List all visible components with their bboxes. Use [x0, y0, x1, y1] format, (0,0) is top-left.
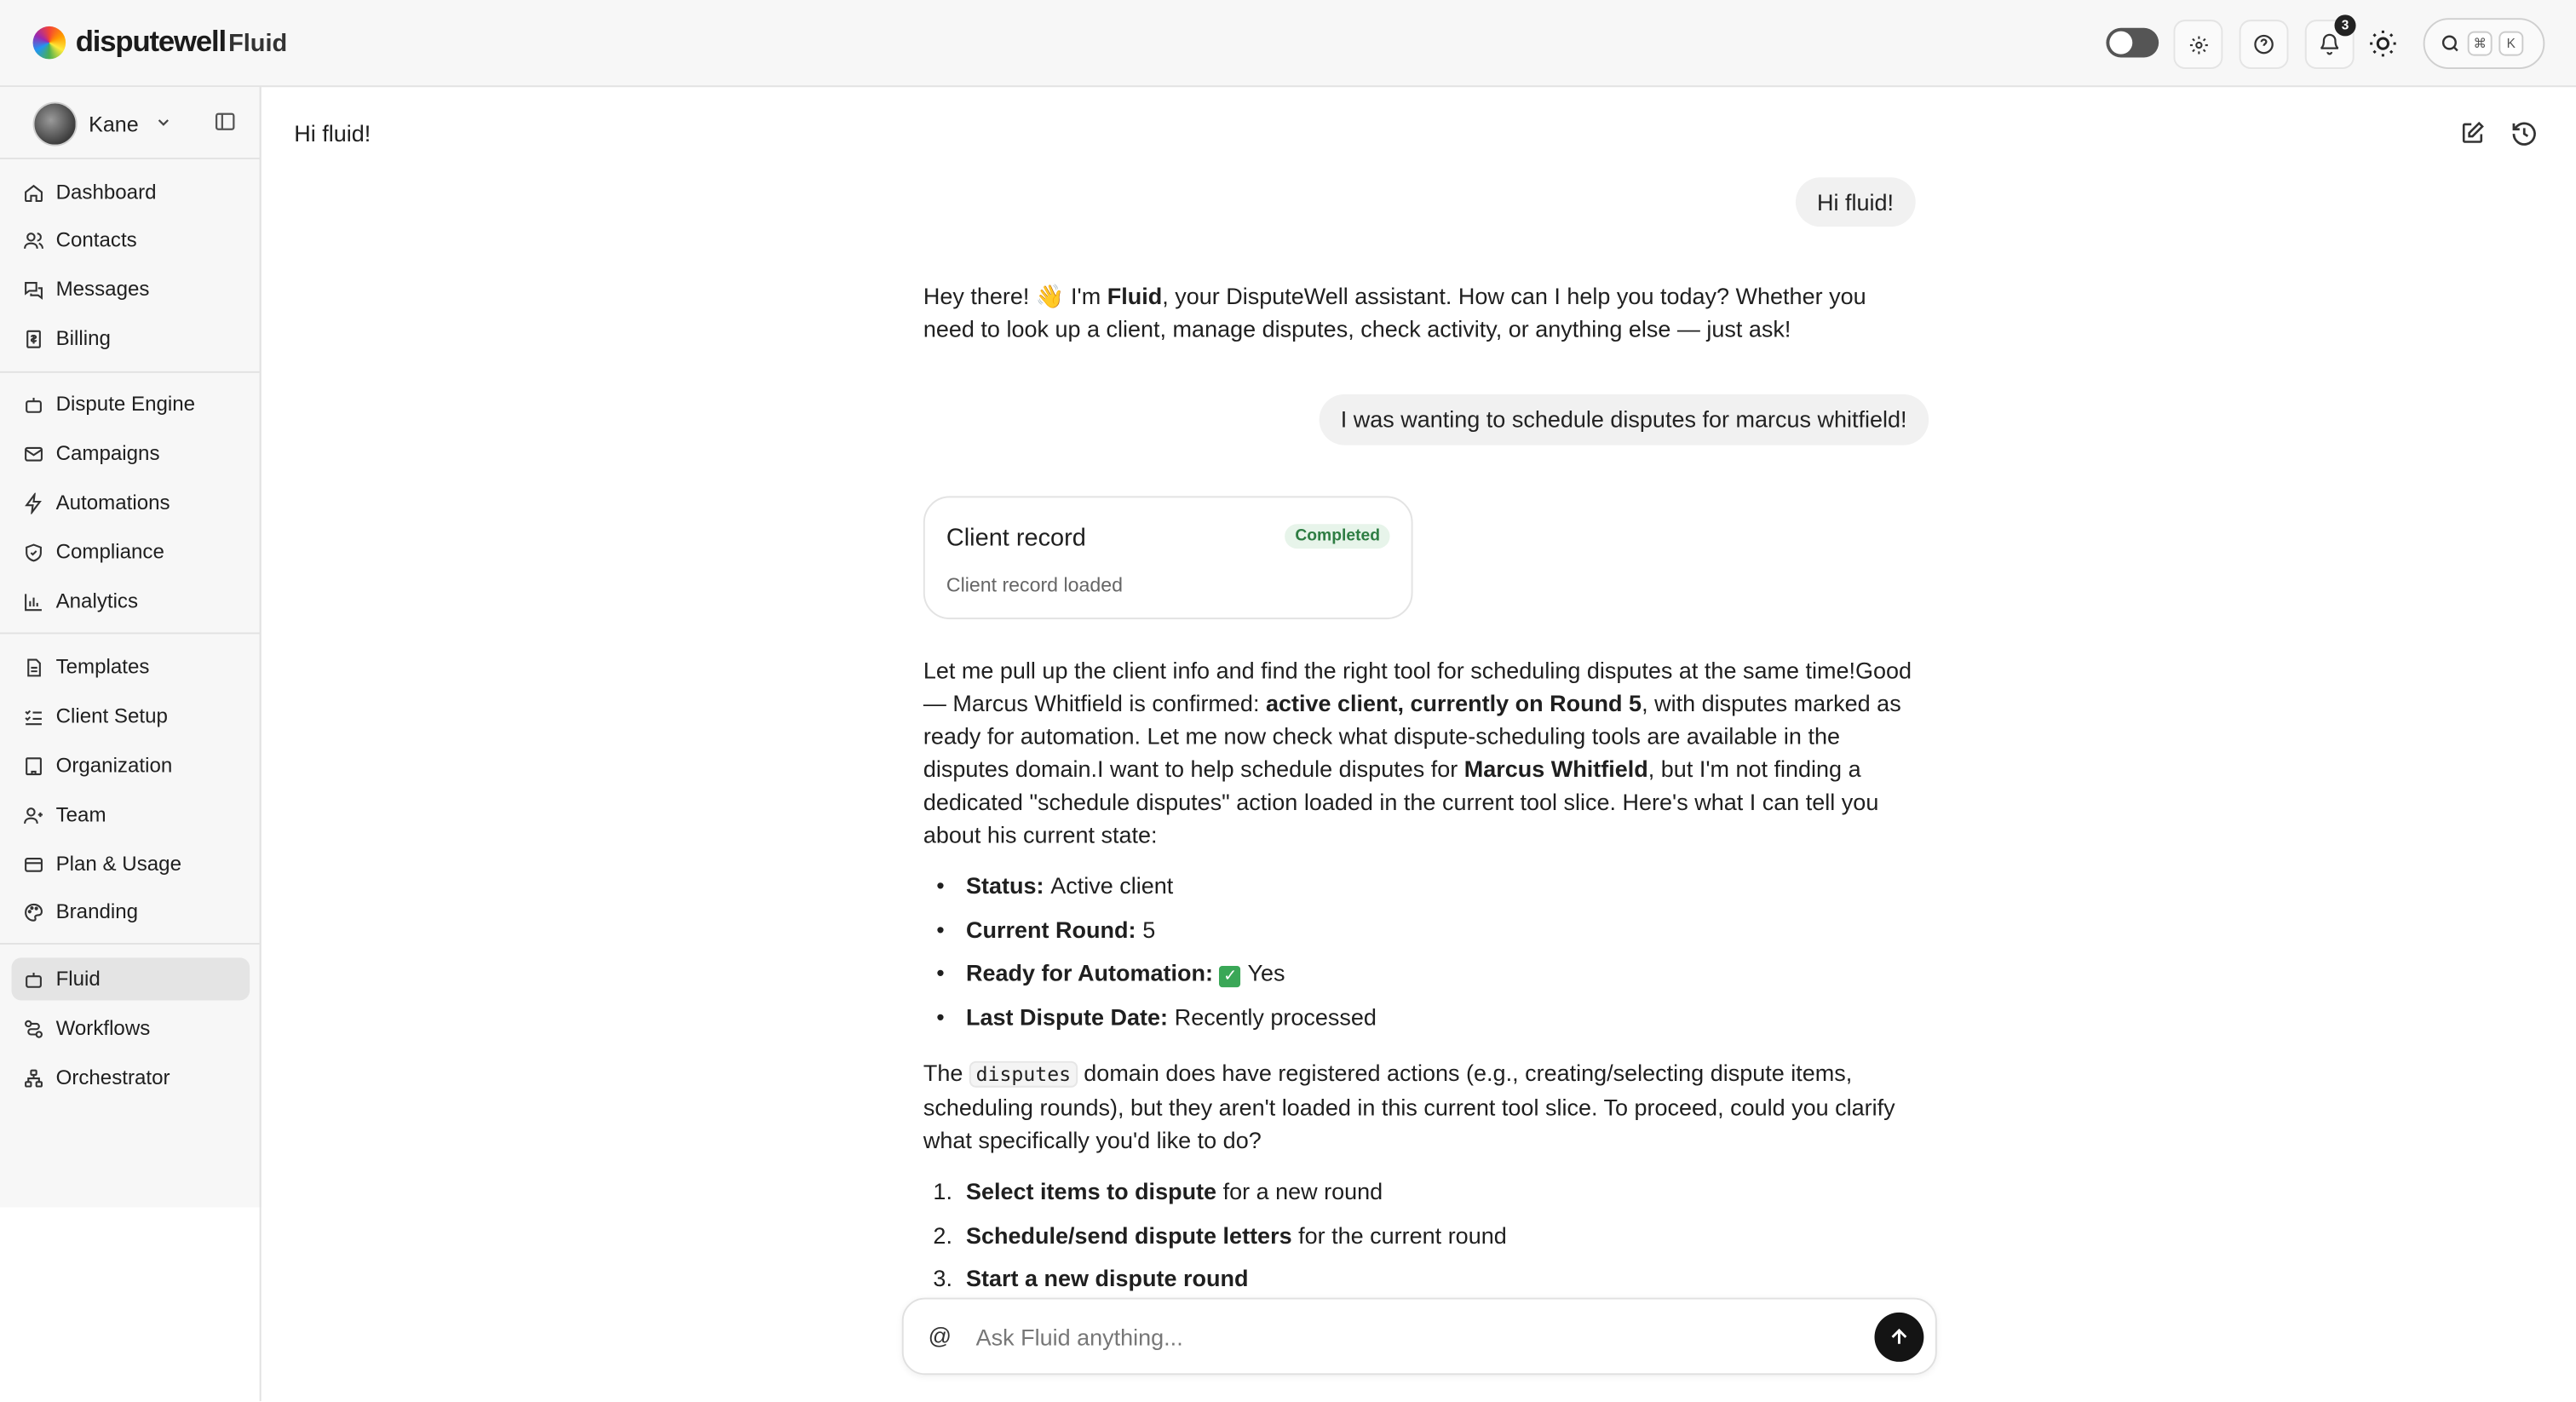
- search-icon: [2440, 33, 2461, 55]
- robot-icon: [23, 968, 44, 990]
- search-button[interactable]: [2424, 18, 2545, 69]
- top-bar: [0, 0, 2576, 87]
- bar-chart-icon: [23, 590, 44, 612]
- list-number: 2.: [933, 1221, 952, 1249]
- page-title: Hi fluid!: [294, 119, 371, 147]
- bell-icon: [2318, 33, 2341, 56]
- building-icon: [23, 755, 44, 776]
- status-badge: Completed: [1285, 524, 1390, 549]
- sidebar-divider: [0, 371, 260, 373]
- sidebar: [0, 87, 262, 1207]
- shield-check-icon: [23, 541, 44, 562]
- sidebar-item-label: Templates: [55, 655, 150, 679]
- list-item: • Ready for Automation: ✓ Yes: [936, 959, 1285, 986]
- assistant-text: domain does have registered actions (e.g., creating/selecting dispute items, scheduling rounds), but they aren't loaded in this current tool slice. To proceed, could you clarify what specifically you'd like to do?: [923, 1059, 1895, 1153]
- sidebar-item-organization[interactable]: [11, 744, 250, 787]
- sidebar-item-label: Workflows: [55, 1016, 151, 1040]
- users-icon: [23, 229, 44, 250]
- home-icon: [23, 181, 44, 203]
- sidebar-item-label: Client Setup: [55, 704, 168, 728]
- sidebar-item-label: Compliance: [55, 540, 164, 564]
- send-button[interactable]: [1874, 1313, 1923, 1362]
- sidebar-divider: [0, 943, 260, 945]
- help-button[interactable]: [2240, 20, 2289, 69]
- brand-logo-icon[interactable]: [33, 26, 66, 60]
- list-item: [933, 1265, 1248, 1291]
- list-item: [933, 1178, 1383, 1204]
- sidebar-divider: [0, 158, 260, 159]
- assistant-message: [923, 279, 1916, 345]
- checklist-icon: [23, 705, 44, 727]
- palette-icon: [23, 901, 44, 922]
- collapse-sidebar-icon[interactable]: [214, 110, 237, 133]
- sidebar-item-billing[interactable]: [11, 317, 250, 359]
- sidebar-item-label: Plan & Usage: [55, 852, 181, 876]
- assistant-message: [923, 654, 1916, 851]
- list-number: 3.: [933, 1264, 952, 1291]
- option-text: for the current round: [1291, 1221, 1507, 1249]
- sidebar-item-fluid[interactable]: [11, 957, 250, 1000]
- sidebar-border: [260, 87, 262, 1401]
- sidebar-item-compliance[interactable]: [11, 531, 250, 573]
- fact-label: Status:: [965, 872, 1044, 899]
- settings-button[interactable]: [2173, 20, 2222, 69]
- gear-icon: [2188, 34, 2209, 55]
- option-bold: Start a new dispute round: [965, 1264, 1249, 1291]
- sidebar-item-label: Orchestrator: [55, 1066, 170, 1089]
- assistant-text: The: [923, 1059, 969, 1086]
- fact-value: 5: [1142, 916, 1156, 943]
- assistant-text: , but I'm not finding a dedicated "schedule disputes" action loaded in the current tool slice. Here's what I can tell you about his current state:: [923, 756, 1879, 848]
- sidebar-item-label: Analytics: [55, 589, 139, 613]
- assistant-text: Let me pull up the client info and find the right tool for scheduling disputes at the same time!Good — Marcus Whitfield is confirmed:: [923, 657, 1912, 716]
- help-icon: [2252, 33, 2275, 56]
- sidebar-item-analytics[interactable]: [11, 580, 250, 623]
- list-item: • Current Round: 5: [936, 916, 1156, 943]
- sun-icon: [2367, 28, 2399, 60]
- mail-icon: [23, 443, 44, 464]
- sidebar-item-contacts[interactable]: [11, 218, 250, 261]
- fact-label: Ready for Automation:: [965, 959, 1214, 986]
- sidebar-item-label: Organization: [55, 754, 173, 778]
- fact-value: Yes: [1247, 959, 1285, 986]
- sidebar-item-label: Dashboard: [55, 181, 157, 204]
- sidebar-item-messages[interactable]: [11, 267, 250, 310]
- user-message: Hi fluid!: [1796, 177, 1915, 227]
- tool-result-card[interactable]: [923, 496, 1413, 619]
- messages-icon: [23, 279, 44, 300]
- check-icon: ✓: [1220, 966, 1241, 987]
- assistant-text: , with disputes marked as ready for automation. Let me now check what dispute-scheduling tools are available in the disputes domain.I want to help schedule disputes for: [923, 689, 1901, 782]
- sidebar-item-workflows[interactable]: [11, 1007, 250, 1049]
- sidebar-item-label: Campaigns: [55, 441, 160, 465]
- list-item: • Status: Active client: [936, 872, 1174, 899]
- sidebar-item-client-setup[interactable]: [11, 695, 250, 738]
- card-subtitle: Client record loaded: [946, 573, 1123, 597]
- sidebar-item-label: Messages: [55, 277, 150, 301]
- fact-value: Recently processed: [1174, 1003, 1377, 1031]
- sidebar-item-label: Team: [55, 803, 106, 827]
- billing-icon: [23, 328, 44, 349]
- robot-icon: [23, 394, 44, 415]
- sidebar-item-team[interactable]: [11, 793, 250, 836]
- user-message: I was wanting to schedule disputes for marcus whitfield!: [1320, 394, 1929, 445]
- mode-toggle[interactable]: [2106, 28, 2159, 58]
- history-icon[interactable]: [2510, 120, 2539, 148]
- sidebar-item-plan-usage[interactable]: [11, 842, 250, 885]
- sidebar-item-label: Billing: [55, 326, 111, 350]
- assistant-text: , your DisputeWell assistant. How can I help you today? Whether you need to look up a client, manage disputes, check activity, or anything else — just ask!: [923, 282, 1866, 342]
- brand-name[interactable]: disputewell: [75, 24, 227, 58]
- option-bold: Select items to dispute: [965, 1177, 1217, 1204]
- sidebar-item-label: Dispute Engine: [55, 392, 196, 416]
- user-name: Kane: [89, 111, 139, 136]
- assistant-text: Hey there! 👋 I'm: [923, 282, 1107, 309]
- sidebar-item-automations[interactable]: [11, 481, 250, 524]
- mention-button[interactable]: @: [928, 1322, 952, 1349]
- fact-value: Active client: [1050, 872, 1174, 899]
- avatar: [33, 101, 78, 146]
- list-item: • Last Dispute Date: Recently processed: [936, 1003, 1377, 1031]
- sidebar-item-dashboard[interactable]: [11, 171, 250, 214]
- credit-card-icon: [23, 853, 44, 875]
- assistant-message: [923, 1056, 1916, 1157]
- orchestrator-icon: [23, 1067, 44, 1089]
- chat-composer: [902, 1298, 1937, 1376]
- card-title: Client record: [946, 524, 1086, 552]
- chat-input[interactable]: [976, 1319, 1863, 1355]
- sidebar-item-templates[interactable]: [11, 646, 250, 688]
- notification-badge: 3: [2334, 14, 2355, 36]
- fact-label: Last Dispute Date:: [965, 1003, 1169, 1031]
- sidebar-item-label: Fluid: [55, 967, 101, 991]
- sidebar-item-dispute-engine[interactable]: [11, 382, 250, 425]
- sidebar-item-orchestrator[interactable]: [11, 1056, 250, 1099]
- inline-code: disputes: [969, 1061, 1078, 1088]
- theme-button[interactable]: [2367, 28, 2399, 67]
- fact-label: Current Round:: [965, 916, 1136, 943]
- assistant-bold-text: active client, currently on Round 5: [1265, 689, 1642, 716]
- assistant-bold-text: Fluid: [1107, 282, 1163, 309]
- option-text: for a new round: [1216, 1177, 1383, 1204]
- sidebar-item-label: Contacts: [55, 228, 137, 252]
- sidebar-item-label: Branding: [55, 899, 139, 923]
- workflow-icon: [23, 1018, 44, 1039]
- chevron-down-icon: [154, 113, 172, 131]
- sidebar-item-campaigns[interactable]: [11, 432, 250, 474]
- list-item: [933, 1222, 1506, 1249]
- shortcut-key-cmd: ⌘: [2468, 32, 2493, 56]
- sidebar-divider: [0, 632, 260, 634]
- document-icon: [23, 656, 44, 677]
- arrow-up-icon: [1888, 1325, 1911, 1348]
- shortcut-key-k: K: [2498, 32, 2523, 56]
- product-name: Fluid: [228, 29, 288, 58]
- sidebar-item-branding[interactable]: [11, 890, 250, 933]
- sidebar-item-label: Automations: [55, 491, 170, 514]
- bolt-icon: [23, 492, 44, 514]
- assistant-bold-text: Marcus Whitfield: [1463, 756, 1648, 782]
- list-number: 1.: [933, 1177, 952, 1204]
- option-bold: Schedule/send dispute letters: [965, 1221, 1292, 1249]
- new-chat-icon[interactable]: [2459, 120, 2486, 147]
- team-icon: [23, 804, 44, 825]
